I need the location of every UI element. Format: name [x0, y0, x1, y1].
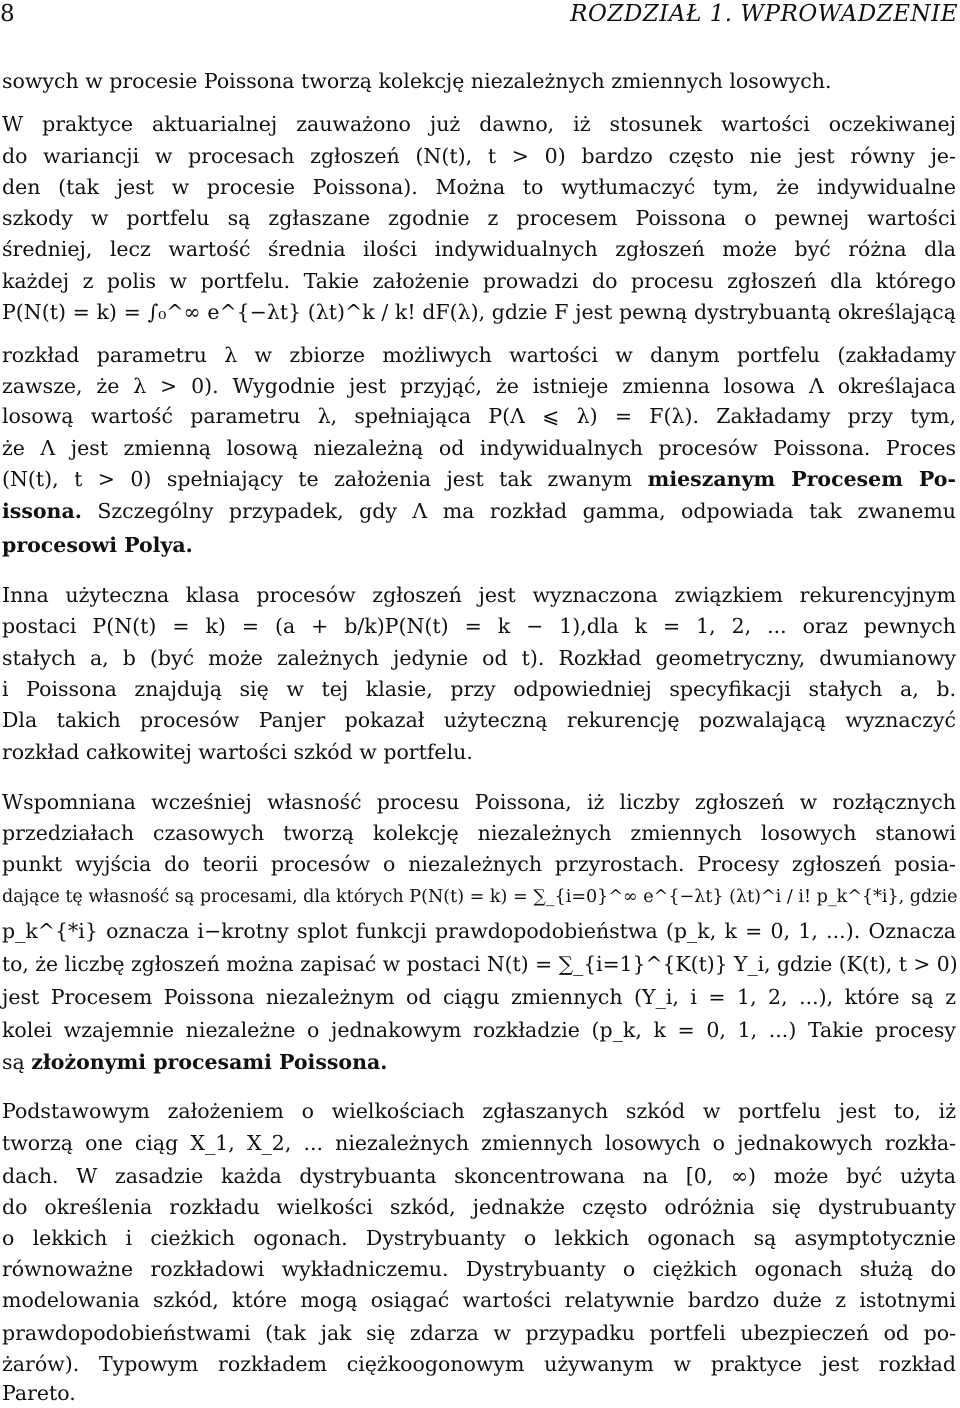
body-line: sowych w procesie Poissona tworzą kolekcję niezależnych zmiennych losowych. [2, 69, 832, 93]
body-line: jest Procesem Poissona niezależnym od ciągu zmiennych (Y_i, i = 1, 2, ...), które są z [2, 985, 956, 1009]
page-header [0, 0, 960, 30]
body-line: kolei wzajemnie niezależne o jednakowym rozkładzie (p_k, k = 0, 1, ...) Takie procesy [2, 1018, 956, 1042]
body-line: średniej, lecz wartość średnia ilości indywidualnych zgłoszeń może być różna dla [2, 237, 956, 261]
body-line: do wariancji w procesach zgłoszeń (N(t), t > 0) bardzo często nie jest równy je- [2, 144, 956, 168]
body-line: są złożonymi procesami Poissona. [2, 1050, 388, 1074]
body-line: losową wartość parametru λ, spełniająca P(Λ ⩽ λ) = F(λ). Zakładamy przy tym, [2, 404, 956, 428]
body-line: modelowania szkód, które mogą osiągać wartości relatywnie bardzo duże z istotnymi [2, 1288, 956, 1312]
body-line: procesowi Polya. [2, 533, 193, 557]
body-line: dające tę własność są procesami, dla których P(N(t) = k) = ∑_{i=0}^∞ e^{−λt} (λt)^i / i! p_k^{*i}, gdzie [2, 887, 958, 907]
body-line: o lekkich i cieżkich ogonach. Dystrybuanty o lekkich ogonach są asymptotycznie [2, 1226, 956, 1250]
body-line: Wspomniana wcześniej własność procesu Poissona, iż liczby zgłoszeń w rozłącznych [2, 790, 956, 814]
body-line: punkt wyjścia do teorii procesów o niezależnych przyrostach. Procesy zgłoszeń posia- [2, 852, 956, 876]
body-line: prawdopodobieństwami (tak jak się zdarza w przypadku portfeli ubezpieczeń od po- [2, 1321, 956, 1345]
body-line: rozkład parametru λ w zbiorze możliwych wartości w danym portfelu (zakładamy [2, 343, 956, 367]
body-line: stałych a, b (być może zależnych jedynie od t). Rozkład geometryczny, dwumianowy [2, 646, 956, 670]
body-line: do określenia rozkładu wielkości szkód, jednakże często odróżnia się dystrubuanty [2, 1195, 956, 1219]
body-line: W praktyce aktuarialnej zauważono już dawno, iż stosunek wartości oczekiwanej [2, 112, 956, 136]
body-line: den (tak jest w procesie Poissona). Można to wytłumaczyć tym, że indywidualne [2, 175, 956, 199]
body-line: że Λ jest zmienną losową niezależną od indywidualnych procesów Poissona. Proces [2, 436, 956, 460]
body-line: dach. W zasadzie każda dystrybuanta skoncentrowana na [0, ∞) może być użyta [2, 1164, 956, 1188]
body-line: P(N(t) = k) = ∫₀^∞ e^{−λt} (λt)^k / k! dF(λ), gdzie F jest pewną dystrybuantą określającą [2, 300, 956, 324]
running-title: ROZDZIAŁ 1. WPROWADZENIE [570, 1, 958, 27]
body-line: przedziałach czasowych tworzą kolekcję niezależnych zmiennych losowych stanowi [2, 821, 956, 845]
body-line: to, że liczbę zgłoszeń można zapisać w postaci N(t) = ∑_{i=1}^{K(t)} Y_i, gdzie (K(t), t > 0) [2, 952, 958, 976]
body-line: Podstawowym założeniem o wielkościach zgłaszanych szkód w portfelu jest to, iż [2, 1099, 956, 1123]
body-line: rozkład całkowitej wartości szkód w portfelu. [2, 740, 473, 764]
body-line: Inna użyteczna klasa procesów zgłoszeń jest wyznaczona związkiem rekurencyjnym [2, 583, 956, 607]
body-line: issona. Szczególny przypadek, gdy Λ ma rozkład gamma, odpowiada tak zwanemu [2, 499, 956, 523]
body-line: (N(t), t > 0) spełniający te założenia jest tak zwanym mieszanym Procesem Po- [2, 467, 956, 491]
body-line: zawsze, że λ > 0). Wygodnie jest przyjąć, że istnieje zmienna losowa Λ określajaca [2, 374, 956, 398]
body-line: każdej z polis w portfelu. Takie założenie prowadzi do procesu zgłoszeń dla którego [2, 269, 956, 293]
body-line: szkody w portfelu są zgłaszane zgodnie z procesem Poissona o pewnej wartości [2, 206, 956, 230]
body-line: Dla takich procesów Panjer pokazał użyteczną rekurencję pozwalającą wyznaczyć [2, 708, 956, 732]
body-line: Pareto. [2, 1381, 76, 1405]
body-line: p_k^{*i} oznacza i−krotny splot funkcji prawdopodobieństwa (p_k, k = 0, 1, ...). Oznacza [2, 919, 956, 943]
body-line: równoważne rozkładowi wykładniczemu. Dystrybuanty o ciężkich ogonach służą do [2, 1257, 956, 1281]
body-line: tworzą one ciąg X_1, X_2, ... niezależnych zmiennych losowych o jednakowych rozkła- [2, 1131, 956, 1155]
body-line: postaci P(N(t) = k) = (a + b/k)P(N(t) = k − 1),dla k = 1, 2, ... oraz pewnych [2, 614, 956, 638]
page-number: 8 [0, 1, 15, 27]
body-line: żarów). Typowym rozkładem ciężkoogonowym używanym w praktyce jest rozkład [2, 1352, 956, 1376]
body-line: i Poissona znajdują się w tej klasie, przy odpowiedniej specyfikacji stałych a, b. [2, 677, 956, 701]
